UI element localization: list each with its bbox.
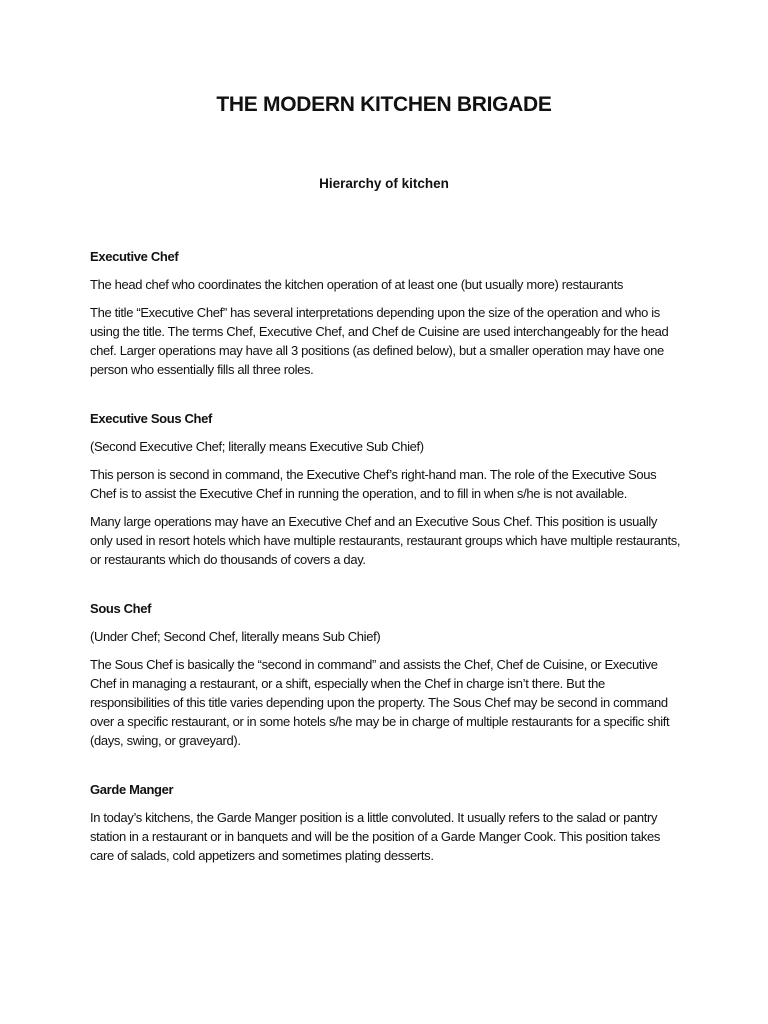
- section-executive-sous-chef: [90, 409, 682, 569]
- section-sous-chef: [90, 599, 682, 750]
- section-garde-manger: [90, 780, 682, 865]
- paragraph: (Under Chef; Second Chef, literally means Sub Chief): [90, 629, 381, 644]
- paragraph: (Second Executive Chef; literally means Executive Sub Chief): [90, 439, 424, 454]
- document-title: THE MODERN KITCHEN BRIGADE: [216, 93, 552, 116]
- paragraph: The title “Executive Chef” has several interpretations depending upon the size of the operation and who is using the title. The terms Chef, Executive Chef, and Chef de Cuisine are used interchangeably for the head chef. Larger operations may have all 3 positions (as defined below), but a smaller operation may have one person who essentially fills all three roles.: [90, 305, 669, 377]
- paragraph: The Sous Chef is basically the “second in command” and assists the Chef, Chef de Cuisine, or Executive Chef in managing a restaurant, or a shift, especially when the Chef in charge isn’t there. But the responsibilities of this title varies depending upon the property. The Sous Chef may be second in command over a specific restaurant, or in some hotels s/he may be in charge of multiple restaurants for a specific shift (days, swing, or graveyard).: [90, 657, 670, 748]
- section-heading: Executive Chef: [90, 249, 179, 264]
- paragraph: In today’s kitchens, the Garde Manger position is a little convoluted. It usually refers to the salad or pantry station in a restaurant or in banquets and will be the position of a Garde Manger Cook. This position takes care of salads, cold appetizers and sometimes plating desserts.: [90, 810, 661, 863]
- document-body: [90, 247, 682, 895]
- section-heading: Garde Manger: [90, 782, 174, 797]
- paragraph: This person is second in command, the Executive Chef’s right-hand man. The role of the Executive Sous Chef is to assist the Executive Chef in running the operation, and to fill in when s/he is not available.: [90, 467, 657, 501]
- paragraph: The head chef who coordinates the kitchen operation of at least one (but usually more) restaurants: [90, 277, 623, 292]
- section-heading: Executive Sous Chef: [90, 411, 212, 426]
- document-subtitle: Hierarchy of kitchen: [319, 176, 449, 191]
- paragraph: Many large operations may have an Executive Chef and an Executive Sous Chef. This position is usually only used in resort hotels which have multiple restaurants, restaurant groups which have multiple restaurants, or restaurants which do thousands of covers a day.: [90, 514, 681, 567]
- section-heading: Sous Chef: [90, 601, 152, 616]
- section-executive-chef: [90, 247, 682, 379]
